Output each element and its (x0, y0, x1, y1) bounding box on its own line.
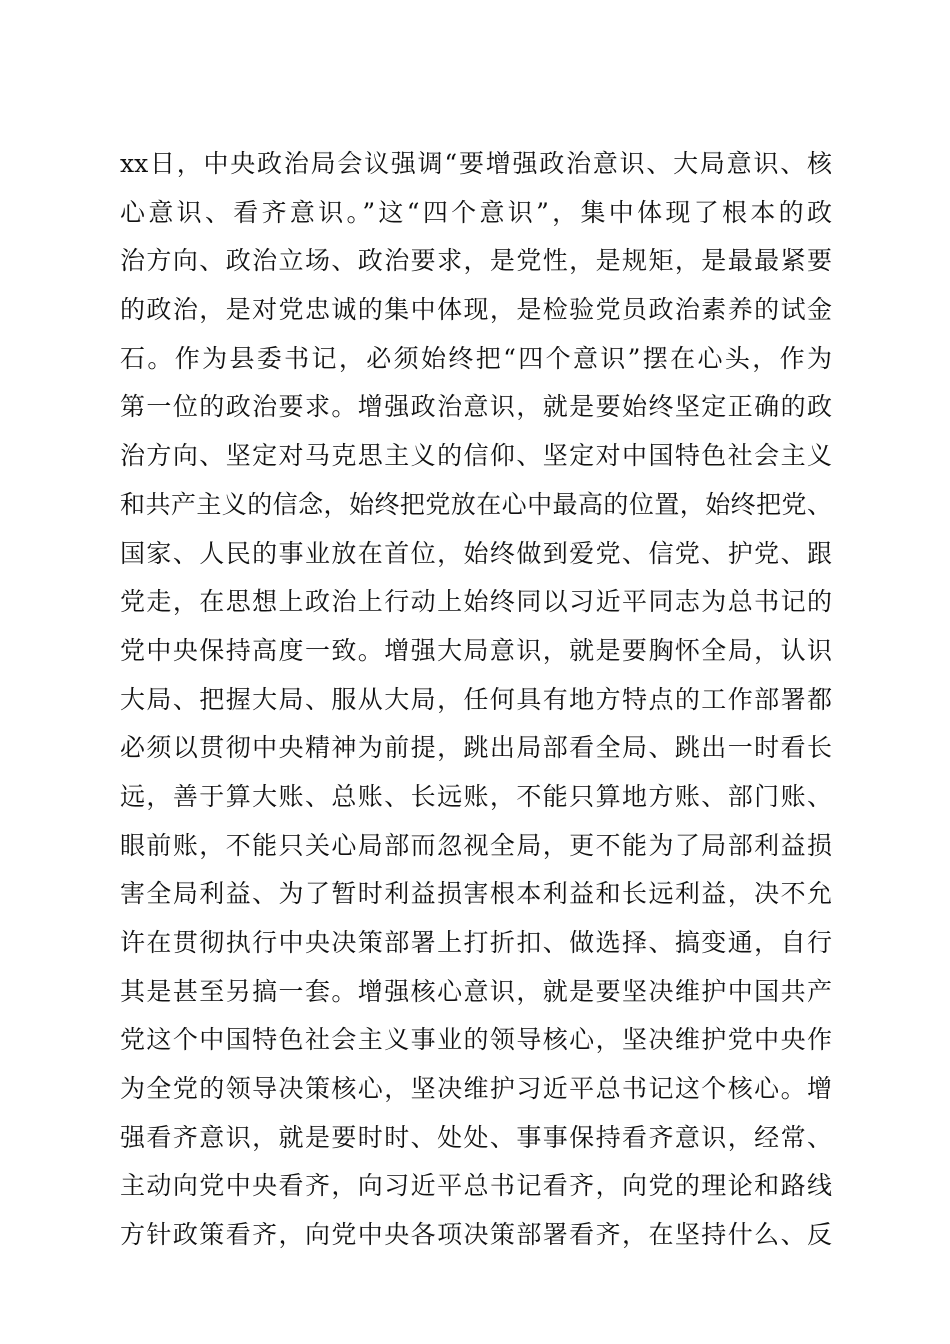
text-line: 强看齐意识，就是要时时、处处、事事保持看齐意识，经常、 (120, 1122, 832, 1152)
text-line: 为全党的领导决策核心，坚决维护习近平总书记这个核心。增 (120, 1074, 832, 1104)
text-line: 党这个中国特色社会主义事业的领导核心，坚决维护党中央作 (120, 1025, 832, 1055)
text-line: 石。作为县委书记，必须始终把“四个意识”摆在心头，作为 (120, 343, 832, 373)
text-line: 远，善于算大账、总账、长远账，不能只算地方账、部门账、 (120, 781, 832, 811)
text-line: 方针政策看齐，向党中央各项决策部署看齐，在坚持什么、反 (120, 1220, 832, 1250)
text-line: 的政治，是对党忠诚的集中体现，是检验党员政治素养的试金 (120, 295, 832, 325)
text-line: 大局、把握大局、服从大局，任何具有地方特点的工作部署都 (120, 684, 832, 714)
body-paragraph (120, 140, 832, 1260)
text-line: 第一位的政治要求。增强政治意识，就是要始终坚定正确的政 (120, 392, 832, 422)
text-line: 其是甚至另搞一套。增强核心意识，就是要坚决维护中国共产 (120, 976, 832, 1006)
text-line: 心意识、看齐意识。”这“四个意识”，集中体现了根本的政 (120, 197, 832, 227)
text-line: 党走，在思想上政治上行动上始终同以习近平同志为总书记的 (120, 587, 832, 617)
text-line: 主动向党中央看齐，向习近平总书记看齐，向党的理论和路线 (120, 1171, 832, 1201)
text-line: 许在贯彻执行中央决策部署上打折扣、做选择、搞变通，自行 (120, 928, 832, 957)
text-line: 治方向、政治立场、政治要求，是党性，是规矩，是最最紧要 (120, 246, 832, 276)
text-line: 必须以贯彻中央精神为前提，跳出局部看全局、跳出一时看长 (120, 733, 832, 763)
text-line: 党中央保持高度一致。增强大局意识，就是要胸怀全局，认识 (120, 635, 832, 665)
text-line: 害全局利益、为了暂时利益损害根本利益和长远利益，决不允 (120, 879, 832, 909)
text-line: 和共产主义的信念，始终把党放在心中最高的位置，始终把党、 (120, 489, 832, 519)
text-line: xx日，中央政治局会议强调“要增强政治意识、大局意识、核 (120, 149, 832, 178)
text-line: 眼前账，不能只关心局部而忽视全局，更不能为了局部利益损 (120, 830, 832, 860)
text-line: 国家、人民的事业放在首位，始终做到爱党、信党、护党、跟 (120, 538, 832, 568)
text-line: 治方向、坚定对马克思主义的信仰、坚定对中国特色社会主义 (120, 441, 832, 471)
